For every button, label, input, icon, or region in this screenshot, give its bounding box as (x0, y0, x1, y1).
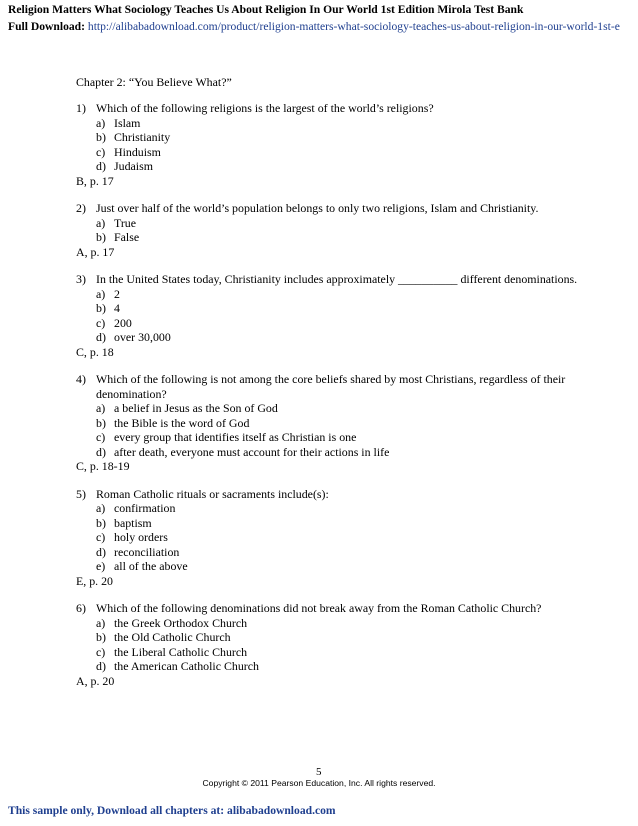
question-number: 6) (76, 601, 86, 615)
option-letter: d) (96, 659, 106, 673)
download-notice-link[interactable]: This sample only, Download all chapters at: alibabadownload.com (8, 804, 336, 817)
option-text: baptism (114, 515, 152, 530)
question-text: Which of the following is not among the core beliefs shared by most Christians, regardless of their denomination? (96, 372, 566, 401)
question-text: Roman Catholic rituals or sacraments include(s): (96, 486, 329, 501)
option-text: over 30,000 (114, 330, 171, 344)
answer-option (76, 545, 596, 560)
answer-option (76, 316, 596, 331)
answer-key: C, p. 18-19 (76, 459, 130, 473)
option-text: True (114, 215, 137, 230)
question-number: 4) (76, 372, 86, 386)
option-text: 2 (114, 286, 120, 301)
option-text: a belief in Jesus as the Son of God (114, 401, 278, 415)
option-letter: d) (96, 159, 106, 173)
option-letter: a) (96, 286, 106, 301)
question-block (76, 272, 596, 359)
copyright-notice: Copyright © 2011 Pearson Education, Inc. All rights reserved. (202, 778, 436, 788)
answer-option (76, 301, 596, 316)
option-letter: b) (96, 301, 106, 315)
option-letter: e) (96, 559, 106, 573)
question-text: Which of the following religions is the largest of the world’s religions? (96, 101, 434, 115)
option-letter: b) (96, 230, 106, 244)
question-number: 3) (76, 272, 86, 286)
option-letter: a) (96, 501, 106, 515)
answer-option (76, 430, 596, 445)
question-block (76, 201, 596, 259)
option-text: 4 (114, 301, 120, 315)
option-text: the Greek Orthodox Church (114, 615, 248, 630)
option-text: 200 (114, 315, 132, 330)
answer-option (76, 559, 596, 574)
answer-option (76, 501, 596, 516)
option-text: the Old Catholic Church (114, 630, 231, 644)
option-letter: a) (96, 615, 106, 630)
question-block (76, 487, 596, 589)
answer-key: A, p. 17 (76, 244, 115, 259)
option-letter: c) (96, 315, 106, 330)
option-text: every group that identifies itself as Christian is one (114, 430, 357, 444)
option-letter: c) (96, 430, 106, 444)
question-stem (76, 101, 596, 116)
option-letter: d) (96, 330, 106, 344)
question-text: Just over half of the world’s population belongs to only two religions, Islam and Christianity. (96, 201, 539, 215)
option-text: Judaism (114, 159, 153, 173)
question-list (76, 74, 596, 701)
download-label: Full Download: (8, 20, 85, 33)
option-letter: b) (96, 630, 106, 644)
answer-option (76, 145, 596, 160)
answer-key: A, p. 20 (76, 673, 115, 688)
question-block (76, 372, 596, 474)
option-text: holy orders (114, 530, 168, 544)
option-text: Islam (114, 115, 141, 130)
answer-option (76, 445, 596, 460)
answer-key: E, p. 20 (76, 573, 113, 588)
answer-option (76, 216, 596, 231)
question-block (76, 101, 596, 188)
question-number: 2) (76, 201, 86, 215)
answer-option (76, 116, 596, 131)
answer-option (76, 401, 596, 416)
answer-key: C, p. 18 (76, 344, 114, 359)
option-text: the Bible is the word of God (114, 415, 250, 430)
option-letter: d) (96, 444, 106, 459)
question-stem (76, 372, 596, 401)
question-block (76, 601, 596, 688)
question-number: 5) (76, 486, 86, 501)
option-text: Hinduism (114, 144, 161, 159)
option-text: the Liberal Catholic Church (114, 644, 248, 659)
option-text: after death, everyone must account for their actions in life (114, 444, 390, 459)
answer-option (76, 530, 596, 545)
option-letter: d) (96, 544, 106, 559)
option-text: all of the above (114, 559, 188, 573)
answer-option (76, 287, 596, 302)
page-number: 5 (316, 766, 322, 778)
answer-option (76, 159, 596, 174)
answer-key: B, p. 17 (76, 173, 114, 188)
download-link[interactable]: http://alibabadownload.com/product/religion-matters-what-sociology-teaches-us-about-religion-in-our-world-1st-e (87, 20, 620, 33)
option-letter: c) (96, 144, 106, 159)
option-letter: b) (96, 515, 106, 530)
download-line (8, 20, 638, 34)
option-letter: c) (96, 530, 106, 544)
option-text: the American Catholic Church (114, 659, 259, 673)
question-stem (76, 201, 596, 216)
answer-option (76, 230, 596, 245)
answer-option (76, 330, 596, 345)
answer-option (76, 616, 596, 631)
question-text: In the United States today, Christianity includes approximately __________ different denominations. (96, 272, 578, 286)
option-letter: a) (96, 115, 106, 130)
question-text: Which of the following denominations did not break away from the Roman Catholic Church? (96, 601, 542, 615)
option-text: False (114, 230, 140, 244)
option-text: confirmation (114, 501, 176, 515)
option-text: Christianity (114, 130, 171, 144)
question-stem (76, 601, 596, 616)
question-stem (76, 487, 596, 502)
option-letter: b) (96, 130, 106, 144)
option-text: reconciliation (114, 544, 180, 559)
document-header-title: Religion Matters What Sociology Teaches Us About Religion In Our World 1st Edition Mirola Test Bank (8, 3, 524, 16)
question-number: 1) (76, 101, 86, 115)
option-letter: c) (96, 644, 106, 659)
chapter-title: Chapter 2: “You Believe What?” (76, 75, 232, 89)
answer-option (76, 630, 596, 645)
answer-option (76, 416, 596, 431)
answer-option (76, 645, 596, 660)
option-letter: a) (96, 215, 106, 230)
option-letter: a) (96, 401, 106, 415)
option-letter: b) (96, 415, 106, 430)
answer-option (76, 659, 596, 674)
answer-option (76, 516, 596, 531)
question-stem (76, 272, 596, 287)
answer-option (76, 130, 596, 145)
